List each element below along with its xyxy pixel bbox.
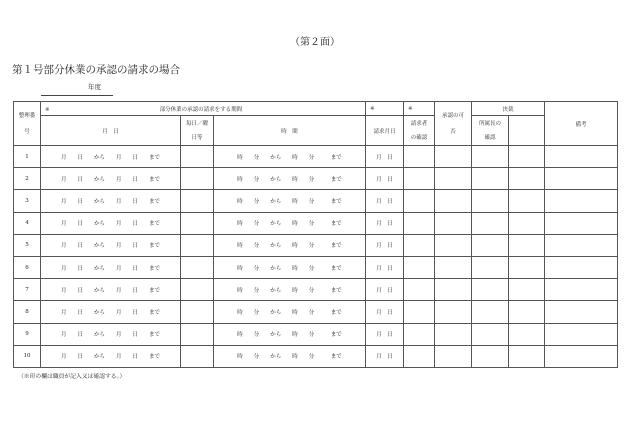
everyday-field[interactable] bbox=[181, 256, 214, 278]
requester-check-field[interactable] bbox=[404, 323, 435, 345]
approval-field[interactable] bbox=[435, 212, 472, 234]
remarks-field[interactable] bbox=[545, 345, 618, 367]
remarks-field[interactable] bbox=[545, 301, 618, 323]
date-range-field[interactable]: 月 日 から 月 日 まで bbox=[41, 323, 181, 345]
remarks-field[interactable] bbox=[545, 256, 618, 278]
decision-field[interactable] bbox=[509, 256, 545, 278]
date-range-field[interactable]: 月 日 から 月 日 まで bbox=[41, 190, 181, 212]
everyday-field[interactable] bbox=[181, 279, 214, 301]
request-date-field[interactable]: 月 日 bbox=[366, 168, 404, 190]
time-range-field[interactable]: 時 分 から 時 分 まで bbox=[214, 234, 366, 256]
request-date-field[interactable]: 月 日 bbox=[366, 146, 404, 168]
date-range-field[interactable]: 月 日 から 月 日 まで bbox=[41, 212, 181, 234]
remarks-field[interactable] bbox=[545, 168, 618, 190]
manager-check-field[interactable] bbox=[472, 345, 509, 367]
decision-field[interactable] bbox=[509, 301, 545, 323]
decision-field[interactable] bbox=[509, 146, 545, 168]
header-decision-blank bbox=[509, 116, 545, 146]
everyday-field[interactable] bbox=[181, 212, 214, 234]
request-date-field[interactable]: 月 日 bbox=[366, 256, 404, 278]
table-row bbox=[14, 301, 618, 323]
request-date-field[interactable]: 月 日 bbox=[366, 301, 404, 323]
approval-field[interactable] bbox=[435, 168, 472, 190]
row-number: 5 bbox=[14, 234, 41, 256]
manager-check-field[interactable] bbox=[472, 279, 509, 301]
requester-check-field[interactable] bbox=[404, 301, 435, 323]
time-range-field[interactable]: 時 分 から 時 分 まで bbox=[214, 301, 366, 323]
year-label: 年度 bbox=[88, 83, 101, 91]
row-number: 4 bbox=[14, 212, 41, 234]
requester-check-field[interactable] bbox=[404, 146, 435, 168]
footnote: （※印の欄は職員が記入又は確認する。） bbox=[18, 374, 126, 380]
request-table bbox=[13, 101, 618, 368]
table-row bbox=[14, 146, 618, 168]
everyday-field[interactable] bbox=[181, 345, 214, 367]
decision-field[interactable] bbox=[509, 323, 545, 345]
everyday-field[interactable] bbox=[181, 234, 214, 256]
date-range-field[interactable]: 月 日 から 月 日 まで bbox=[41, 234, 181, 256]
header-manager-check: 所属長の確認 bbox=[472, 116, 509, 146]
approval-field[interactable] bbox=[435, 234, 472, 256]
header-number: 整理番号 bbox=[14, 102, 41, 146]
table-row bbox=[14, 256, 618, 278]
approval-field[interactable] bbox=[435, 190, 472, 212]
table-row bbox=[14, 323, 618, 345]
approval-field[interactable] bbox=[435, 146, 472, 168]
date-range-field[interactable]: 月 日 から 月 日 まで bbox=[41, 345, 181, 367]
time-range-field[interactable]: 時 分 から 時 分 まで bbox=[214, 168, 366, 190]
remarks-field[interactable] bbox=[545, 146, 618, 168]
header-mark-request: ※ bbox=[366, 102, 404, 116]
approval-field[interactable] bbox=[435, 256, 472, 278]
requester-check-field[interactable] bbox=[404, 212, 435, 234]
row-number: 8 bbox=[14, 301, 41, 323]
date-range-field[interactable]: 月 日 から 月 日 まで bbox=[41, 168, 181, 190]
approval-field[interactable] bbox=[435, 323, 472, 345]
approval-field[interactable] bbox=[435, 345, 472, 367]
everyday-field[interactable] bbox=[181, 190, 214, 212]
table-row bbox=[14, 212, 618, 234]
time-range-field[interactable]: 時 分 から 時 分 まで bbox=[214, 190, 366, 212]
request-date-field[interactable]: 月 日 bbox=[366, 279, 404, 301]
row-number: 1 bbox=[14, 146, 41, 168]
date-range-field[interactable]: 月 日 から 月 日 まで bbox=[41, 146, 181, 168]
date-range-field[interactable]: 月 日 から 月 日 まで bbox=[41, 279, 181, 301]
everyday-field[interactable] bbox=[181, 168, 214, 190]
decision-field[interactable] bbox=[509, 234, 545, 256]
requester-check-field[interactable] bbox=[404, 279, 435, 301]
manager-check-field[interactable] bbox=[472, 168, 509, 190]
remarks-field[interactable] bbox=[545, 234, 618, 256]
requester-check-field[interactable] bbox=[404, 345, 435, 367]
request-date-field[interactable]: 月 日 bbox=[366, 345, 404, 367]
remarks-field[interactable] bbox=[545, 212, 618, 234]
everyday-field[interactable] bbox=[181, 323, 214, 345]
table-row bbox=[14, 279, 618, 301]
decision-field[interactable] bbox=[509, 168, 545, 190]
header-requester-check: 請求者の確認 bbox=[404, 116, 435, 146]
header-mark-requester: ※ bbox=[404, 102, 435, 116]
manager-check-field[interactable] bbox=[472, 146, 509, 168]
manager-check-field[interactable] bbox=[472, 301, 509, 323]
remarks-field[interactable] bbox=[545, 279, 618, 301]
header-approval: 承認の可否 bbox=[435, 102, 472, 146]
year-input-line[interactable] bbox=[41, 95, 113, 96]
request-date-field[interactable]: 月 日 bbox=[366, 323, 404, 345]
header-request-date: 請求月日 bbox=[366, 116, 404, 146]
time-range-field[interactable]: 時 分 から 時 分 まで bbox=[214, 146, 366, 168]
everyday-field[interactable] bbox=[181, 301, 214, 323]
header-monthday: 月 日 bbox=[41, 116, 181, 146]
remarks-field[interactable] bbox=[545, 190, 618, 212]
requester-check-field[interactable] bbox=[404, 190, 435, 212]
header-decision: 決裁 bbox=[472, 102, 545, 116]
header-time: 時 間 bbox=[214, 116, 366, 146]
page-number: （第２面） bbox=[290, 37, 340, 48]
request-date-field[interactable]: 月 日 bbox=[366, 234, 404, 256]
row-number: 7 bbox=[14, 279, 41, 301]
date-range-field[interactable]: 月 日 から 月 日 まで bbox=[41, 256, 181, 278]
decision-field[interactable] bbox=[509, 279, 545, 301]
approval-field[interactable] bbox=[435, 301, 472, 323]
row-number: 9 bbox=[14, 323, 41, 345]
everyday-field[interactable] bbox=[181, 146, 214, 168]
manager-check-field[interactable] bbox=[472, 234, 509, 256]
decision-field[interactable] bbox=[509, 212, 545, 234]
requester-check-field[interactable] bbox=[404, 168, 435, 190]
table-row bbox=[14, 190, 618, 212]
header-remarks: 備考 bbox=[545, 102, 618, 146]
time-range-field[interactable]: 時 分 から 時 分 まで bbox=[214, 256, 366, 278]
date-range-field[interactable]: 月 日 から 月 日 まで bbox=[41, 301, 181, 323]
row-number: 3 bbox=[14, 190, 41, 212]
time-range-field[interactable]: 時 分 から 時 分 まで bbox=[214, 323, 366, 345]
request-date-field[interactable]: 月 日 bbox=[366, 212, 404, 234]
table-row bbox=[14, 234, 618, 256]
form-title: 第１号部分休業の承認の請求の場合 bbox=[12, 64, 180, 76]
decision-field[interactable] bbox=[509, 345, 545, 367]
time-range-field[interactable]: 時 分 から 時 分 まで bbox=[214, 212, 366, 234]
requester-check-field[interactable] bbox=[404, 234, 435, 256]
decision-field[interactable] bbox=[509, 190, 545, 212]
requester-check-field[interactable] bbox=[404, 256, 435, 278]
row-number: 10 bbox=[14, 345, 41, 367]
approval-field[interactable] bbox=[435, 279, 472, 301]
time-range-field[interactable]: 時 分 から 時 分 まで bbox=[214, 345, 366, 367]
header-everyday: 毎日／曜日等 bbox=[181, 116, 214, 146]
request-date-field[interactable]: 月 日 bbox=[366, 190, 404, 212]
manager-check-field[interactable] bbox=[472, 190, 509, 212]
manager-check-field[interactable] bbox=[472, 323, 509, 345]
manager-check-field[interactable] bbox=[472, 212, 509, 234]
remarks-field[interactable] bbox=[545, 323, 618, 345]
manager-check-field[interactable] bbox=[472, 256, 509, 278]
row-number: 6 bbox=[14, 256, 41, 278]
row-number: 2 bbox=[14, 168, 41, 190]
time-range-field[interactable]: 時 分 から 時 分 まで bbox=[214, 279, 366, 301]
table-row bbox=[14, 168, 618, 190]
table-row bbox=[14, 345, 618, 367]
header-period: ※ 部分休業の承認の請求をする期間 bbox=[41, 102, 366, 116]
